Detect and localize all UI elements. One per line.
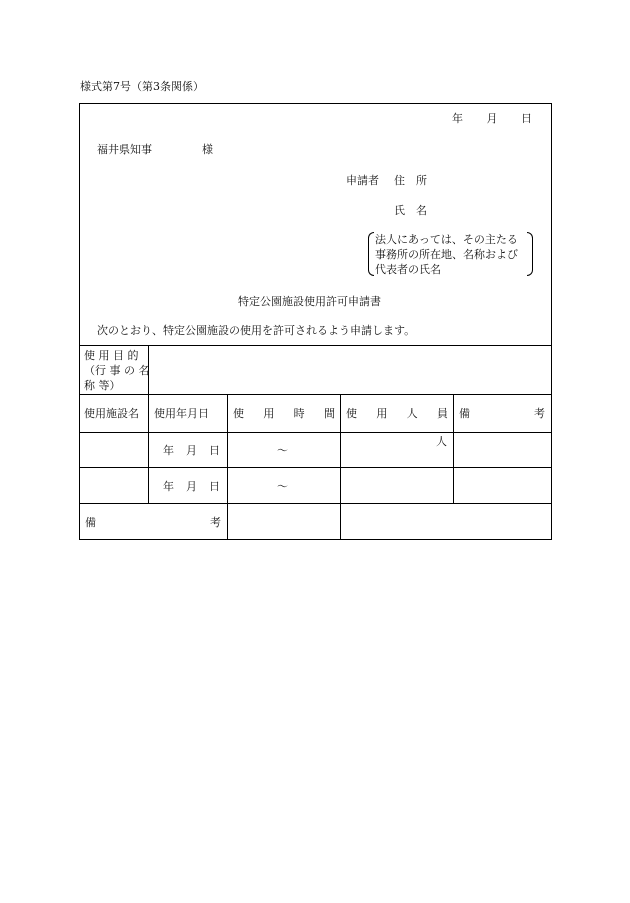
purpose-field[interactable] (152, 350, 548, 390)
col-divider-1 (148, 394, 149, 503)
col-facility-header: 使用施設名 (84, 407, 139, 420)
row-year-label: 年 (163, 480, 174, 493)
remarks-field-row1[interactable] (456, 436, 548, 464)
form-number: 様式第7号（第3条関係） (80, 80, 204, 93)
addressee: 福井県知事 (97, 143, 152, 156)
applicant-label: 申請者 (346, 174, 379, 187)
row2-bottom-rule (79, 503, 552, 504)
facility-field-row1[interactable] (84, 436, 144, 464)
remarks-field-row2[interactable] (456, 471, 548, 499)
people-field-row2[interactable] (344, 471, 449, 499)
remarks-field-a[interactable] (231, 507, 336, 537)
row1-people-unit: 人 (436, 435, 447, 448)
row-day-label: 日 (209, 480, 220, 493)
row-day-label: 日 (209, 444, 220, 457)
row2-date[interactable] (163, 481, 220, 492)
remarks-label-char: 備 (85, 516, 96, 529)
note-line-3: 代表者の氏名 (375, 263, 441, 276)
date-year-label: 年 (452, 112, 463, 125)
row1-date[interactable] (163, 445, 220, 456)
table-top-rule (79, 345, 552, 346)
col-time-char: 間 (323, 407, 335, 420)
col-time-char: 用 (263, 407, 275, 420)
header-bottom-rule (79, 432, 552, 433)
col-people-header (346, 408, 448, 419)
col-divider-4 (453, 394, 454, 503)
col-remarks-char: 考 (534, 407, 545, 420)
row-year-label: 年 (163, 444, 174, 457)
note-bracket-right (527, 232, 533, 276)
name-label: 氏 名 (394, 204, 427, 217)
facility-field-row2[interactable] (84, 471, 144, 499)
row2-time-separator[interactable]: ～ (277, 480, 288, 493)
note-bracket-left (368, 232, 374, 276)
row-month-label: 月 (186, 444, 197, 457)
remarks-field-b[interactable] (344, 507, 548, 537)
row1-time-separator[interactable]: ～ (277, 444, 288, 457)
col-remarks-header (459, 408, 545, 419)
col-people-char: 員 (436, 407, 448, 420)
row1-bottom-rule (79, 467, 552, 468)
note-line-2: 事務所の所在地、名称および (375, 248, 518, 261)
purpose-label-1: 使 用 目 的 (84, 349, 139, 362)
date-line (452, 113, 532, 124)
date-month-label: 月 (486, 112, 498, 125)
honorific: 様 (202, 143, 213, 156)
remarks-label-char: 考 (210, 516, 221, 529)
col-time-header (233, 408, 335, 419)
date-day-label: 日 (521, 112, 532, 125)
purpose-label-2: （行 事 の 名 (84, 364, 150, 377)
row-month-label: 月 (186, 480, 197, 493)
purpose-label-3: 称 等） (84, 379, 121, 392)
intro-text: 次のとおり、特定公園施設の使用を許可されるよう申請します。 (97, 324, 416, 337)
col-people-char: 人 (406, 407, 418, 420)
remarks-row-label (85, 517, 221, 528)
col-divider-2 (227, 394, 228, 540)
address-label: 住 所 (394, 174, 427, 187)
document-title: 特定公園施設使用許可申請書 (238, 295, 381, 308)
note-line-1: 法人にあっては、その主たる (375, 233, 518, 246)
col-time-char: 使 (233, 407, 244, 420)
col-date-header: 使用年月日 (154, 407, 209, 420)
col-people-char: 使 (346, 407, 357, 420)
col-people-char: 用 (376, 407, 388, 420)
col-time-char: 時 (293, 407, 305, 420)
col-remarks-char: 備 (459, 407, 470, 420)
col-divider-3 (340, 394, 341, 540)
header-top-rule (79, 394, 552, 395)
